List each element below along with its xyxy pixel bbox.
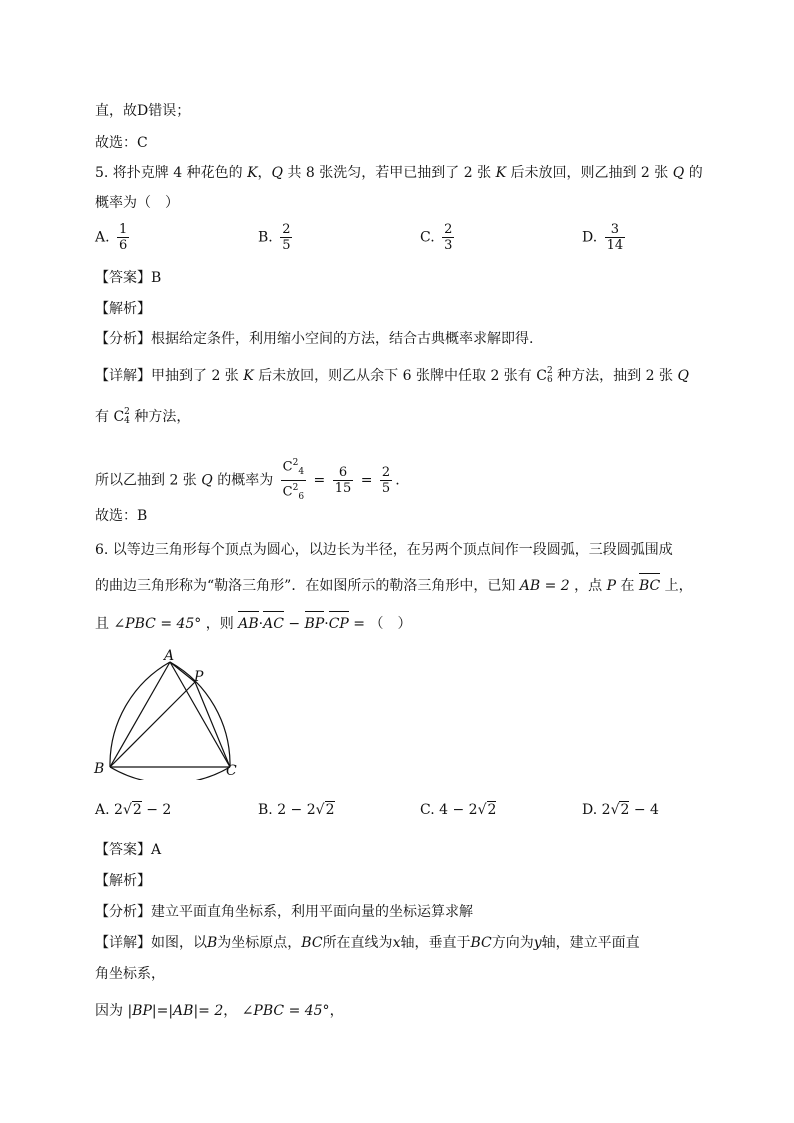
math: P: [606, 578, 617, 594]
text: 的曲边三角形称为“勒洛三角形”．在如图所示的勒洛三角形中，已知: [95, 578, 516, 594]
text-line: 直，故D错误；: [95, 103, 191, 119]
detail-text: [95, 933, 640, 953]
label-a: A: [164, 648, 175, 664]
option-label: C.: [420, 802, 435, 818]
text: 方向为: [491, 935, 534, 951]
numerator: 2: [444, 222, 453, 237]
option-label: B.: [258, 802, 273, 818]
sub: 6: [298, 491, 305, 502]
fraction: [333, 465, 354, 496]
text: 【详解】如图，以: [95, 935, 207, 951]
expr: 2: [114, 802, 123, 818]
text: ，则: [205, 616, 234, 632]
denominator: 6: [119, 238, 128, 253]
text: ，点: [574, 578, 603, 594]
radicand: 2: [325, 802, 335, 818]
math: Q: [271, 165, 284, 181]
option-6-a: [95, 802, 171, 818]
period: .: [395, 472, 400, 489]
sub: 4: [298, 466, 305, 477]
math: BC: [470, 935, 492, 951]
reuleaux-triangle-figure: [90, 648, 250, 780]
detail-text: [95, 456, 400, 505]
expr: 4 − 2: [439, 802, 478, 818]
detail-text: [95, 366, 689, 386]
fraction: [605, 222, 626, 253]
math: K: [495, 165, 507, 181]
fraction: [442, 222, 454, 253]
question-6-stem: [95, 614, 412, 634]
option-6-d: [582, 802, 659, 818]
math: C: [282, 484, 293, 500]
math: K: [243, 368, 254, 384]
text: 种方法，抽到 2 张: [557, 368, 673, 384]
text: 所以乙抽到 2 张: [95, 472, 197, 489]
numerator: 1: [119, 222, 128, 237]
math: y: [533, 935, 542, 951]
segment-ab: [110, 662, 170, 767]
text: ，: [257, 165, 272, 181]
sqrt: √2: [315, 802, 335, 818]
analysis-text: 【分析】建立平面直角坐标系，利用平面向量的坐标运算求解: [95, 904, 473, 920]
radicand: 2: [620, 802, 630, 818]
option-5-b: [258, 222, 295, 253]
math: Q: [672, 165, 685, 181]
option-label: A.: [95, 229, 110, 246]
math: C: [282, 459, 293, 475]
math: AB = 2: [519, 578, 570, 594]
math: |BP|=|AB|= 2: [127, 1003, 224, 1019]
question-5-stem: [95, 163, 703, 183]
option-5-c: [420, 222, 457, 253]
question-6-stem: [95, 576, 693, 596]
math: C: [113, 409, 125, 425]
sup: 2: [292, 458, 299, 468]
detail-text: [95, 1001, 344, 1021]
text: 的概率为: [217, 472, 274, 489]
text: 且: [95, 616, 109, 632]
segment-ap: [170, 662, 195, 682]
text: 轴，建立平面直: [541, 935, 640, 951]
text: （ ）: [369, 616, 412, 632]
vector-ac: AC: [263, 616, 284, 632]
option-6-b: [258, 802, 335, 818]
sup: 2: [124, 407, 130, 417]
denominator: 5: [381, 480, 391, 496]
arc-bc: [110, 767, 230, 780]
fraction: [280, 222, 292, 253]
text: ，: [223, 1003, 238, 1019]
question-6-stem: 6. 以等边三角形每个顶点为圆心，以边长为半径，在另两个顶点间作一段圆弧，三段圆弧围成: [95, 542, 673, 558]
equals: =: [313, 472, 326, 489]
equals: =: [348, 616, 366, 632]
sqrt: √2: [477, 802, 497, 818]
numerator: 2: [381, 464, 391, 480]
label-c: C: [226, 763, 237, 779]
denominator: 14: [606, 238, 624, 253]
combination-index: [124, 408, 130, 426]
text: 所在直线为: [322, 935, 393, 951]
option-label: A.: [95, 802, 110, 818]
text: 的: [688, 165, 703, 181]
analysis-text: 【分析】根据给定条件，利用缩小空间的方法，结合古典概率求解即得.: [95, 331, 534, 347]
dot-op: ·: [258, 616, 264, 632]
vector-ab: AB: [238, 616, 259, 632]
numerator: 2: [282, 222, 291, 237]
math: K: [247, 165, 258, 181]
answer-label: 【答案】B: [95, 270, 162, 286]
numerator: [281, 456, 306, 481]
text: 共 8 张洗匀，若甲已抽到了 2 张: [287, 165, 492, 181]
sqrt: √2: [122, 802, 142, 818]
minus: −: [283, 616, 305, 632]
fraction: [281, 456, 306, 505]
math: B: [207, 935, 218, 951]
expr: − 2: [141, 802, 172, 818]
text: 5. 将扑克牌 4 种花色的: [95, 165, 243, 181]
expr: 2 − 2: [277, 802, 316, 818]
text: 【详解】甲抽到了 2 张: [95, 368, 239, 384]
text-line: 故选：C: [95, 135, 148, 151]
text-line: 故选：B: [95, 508, 148, 524]
denominator: 3: [444, 238, 453, 253]
text-line: 概率为（ ）: [95, 195, 179, 211]
sqrt: √2: [610, 802, 630, 818]
radicand: 2: [487, 802, 497, 818]
sup: 2: [546, 366, 553, 376]
detail-text: [95, 407, 190, 427]
sub: 4: [124, 416, 130, 426]
math: ∠PBC = 45°: [241, 1003, 330, 1019]
text: 因为: [95, 1003, 123, 1019]
arc-bc: BC: [638, 578, 661, 594]
text: ，: [329, 1003, 344, 1019]
option-label: D.: [582, 802, 598, 818]
radicand: 2: [132, 802, 142, 818]
fraction: [380, 465, 392, 496]
text: 种方法，: [134, 409, 191, 425]
text: 为坐标原点，: [217, 935, 302, 951]
expr: 2: [601, 802, 611, 818]
math: Q: [677, 368, 689, 384]
math: C: [536, 368, 547, 384]
segment-bp: [110, 682, 195, 767]
option-label: B.: [258, 229, 273, 246]
math: BC: [301, 935, 323, 951]
vector-cp: CP: [328, 616, 349, 632]
sub: 6: [546, 375, 553, 385]
label-b: B: [94, 761, 105, 777]
denominator: 15: [334, 480, 352, 496]
text: 后未放回，则乙抽到 2 张: [510, 165, 669, 181]
vector-bp: BP: [304, 616, 325, 632]
denominator: 5: [282, 238, 291, 253]
segment-cp: [195, 682, 230, 767]
sup: 2: [292, 482, 299, 493]
equals: =: [360, 472, 373, 489]
text: 后未放回，则乙从余下 6 张牌中任取 2 张有: [258, 368, 532, 384]
math: ∠PBC = 45°: [113, 616, 202, 632]
fraction: [117, 222, 129, 253]
text: 有: [95, 409, 109, 425]
math: x: [392, 935, 401, 951]
expr: − 4: [629, 802, 659, 818]
combination-index: [547, 367, 553, 385]
answer-label: 【答案】A: [95, 842, 162, 858]
option-5-d: [582, 222, 628, 253]
label-p: P: [194, 669, 204, 685]
numerator: 3: [605, 222, 626, 238]
analysis-heading: 【解析】: [95, 301, 151, 317]
text: 轴，垂直于: [400, 935, 471, 951]
analysis-heading: 【解析】: [95, 873, 151, 889]
text: 在: [620, 578, 635, 594]
dot-op: ·: [324, 616, 329, 632]
math: Q: [201, 472, 213, 489]
option-5-a: [95, 222, 132, 253]
text: 上，: [664, 578, 693, 594]
option-label: C.: [420, 229, 435, 246]
denominator: [281, 481, 306, 505]
option-label: D.: [582, 229, 598, 246]
text-line: 角坐标系，: [95, 966, 165, 982]
option-6-c: [420, 802, 496, 818]
numerator: 6: [333, 465, 354, 481]
